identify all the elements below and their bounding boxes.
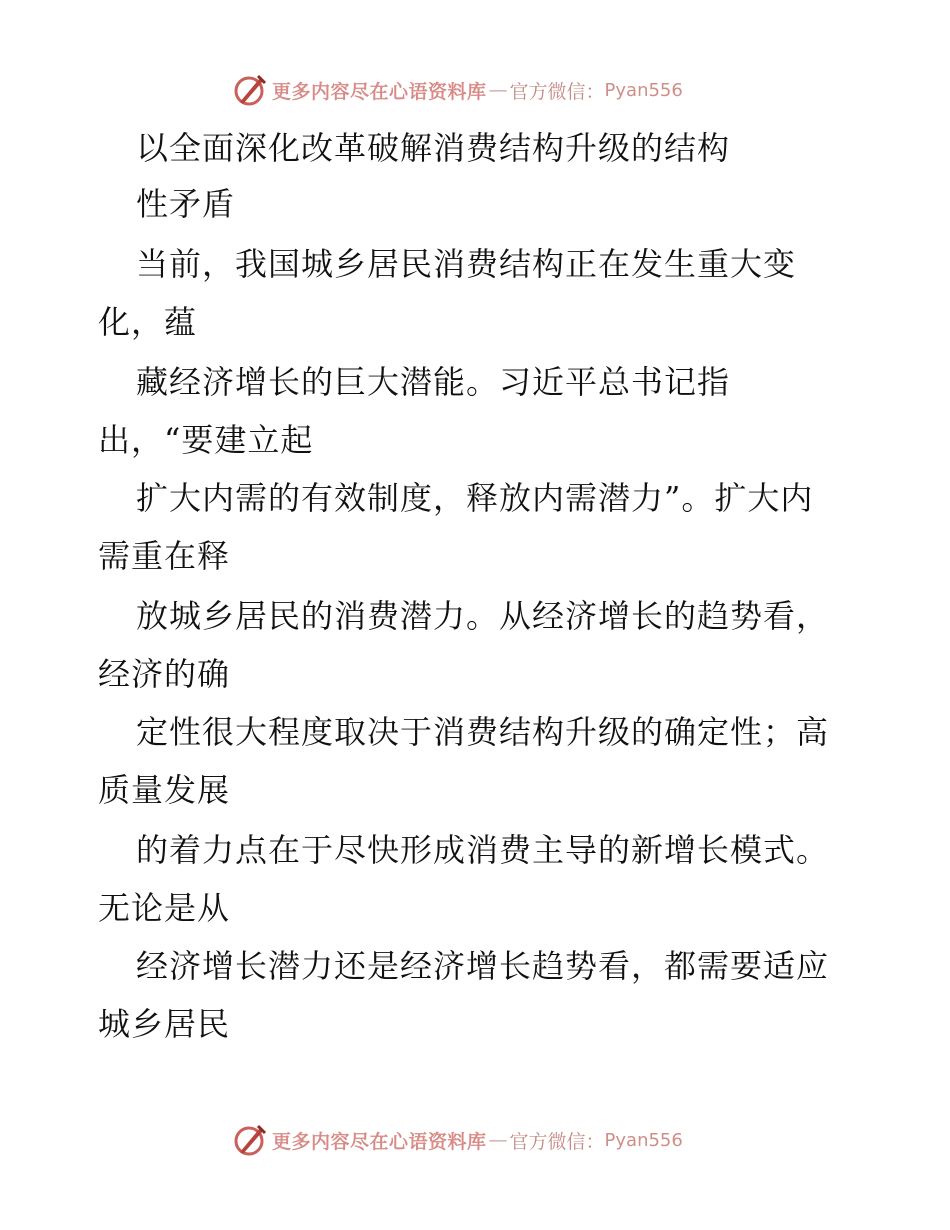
text-line: 出，“要建立起 (98, 421, 314, 459)
text-line: 藏经济增长的巨大潜能。习近平总书记指 (136, 363, 731, 401)
text-line: 扩大内需的有效制度，释放内需潜力”。扩大内 (136, 479, 814, 517)
pen-logo-icon (232, 72, 268, 108)
text-line: 当前，我国城乡居民消费结构正在发生重大变 (136, 245, 797, 283)
banner-wechat-label: 官方微信： (509, 80, 605, 103)
text-line: 的着力点在于尽快形成消费主导的新增长模式。 (136, 831, 830, 869)
text-line: 质量发展 (98, 771, 231, 809)
banner-wechat-id: Pyan556 (604, 1129, 683, 1151)
text-line: 经济增长潜力还是经济增长趋势看，都需要适应 (136, 947, 830, 985)
text-line: 需重在释 (98, 537, 231, 575)
text-line: 性矛盾 (136, 185, 236, 223)
pen-logo-icon (232, 1122, 268, 1158)
text-line: 以全面深化改革破解消费结构升级的结构 (136, 129, 731, 167)
text-line: 定性很大程度取决于消费结构升级的确定性；高 (136, 713, 830, 751)
header-watermark (232, 72, 683, 108)
banner-separator: — (488, 79, 508, 101)
banner-main-text: 更多内容尽在心语资料库 (272, 1130, 487, 1153)
text-line: 化，蕴 (98, 303, 198, 341)
banner-wechat-id: Pyan556 (604, 79, 683, 101)
footer-watermark (232, 1122, 683, 1158)
banner-wechat-label: 官方微信： (509, 1130, 605, 1153)
text-line: 放城乡居民的消费潜力。从经济增长的趋势看， (136, 597, 830, 635)
text-line: 经济的确 (98, 655, 231, 693)
text-line: 无论是从 (98, 889, 231, 927)
banner-main-text: 更多内容尽在心语资料库 (272, 80, 487, 103)
banner-separator: — (488, 1129, 508, 1151)
text-line: 城乡居民 (98, 1005, 231, 1043)
